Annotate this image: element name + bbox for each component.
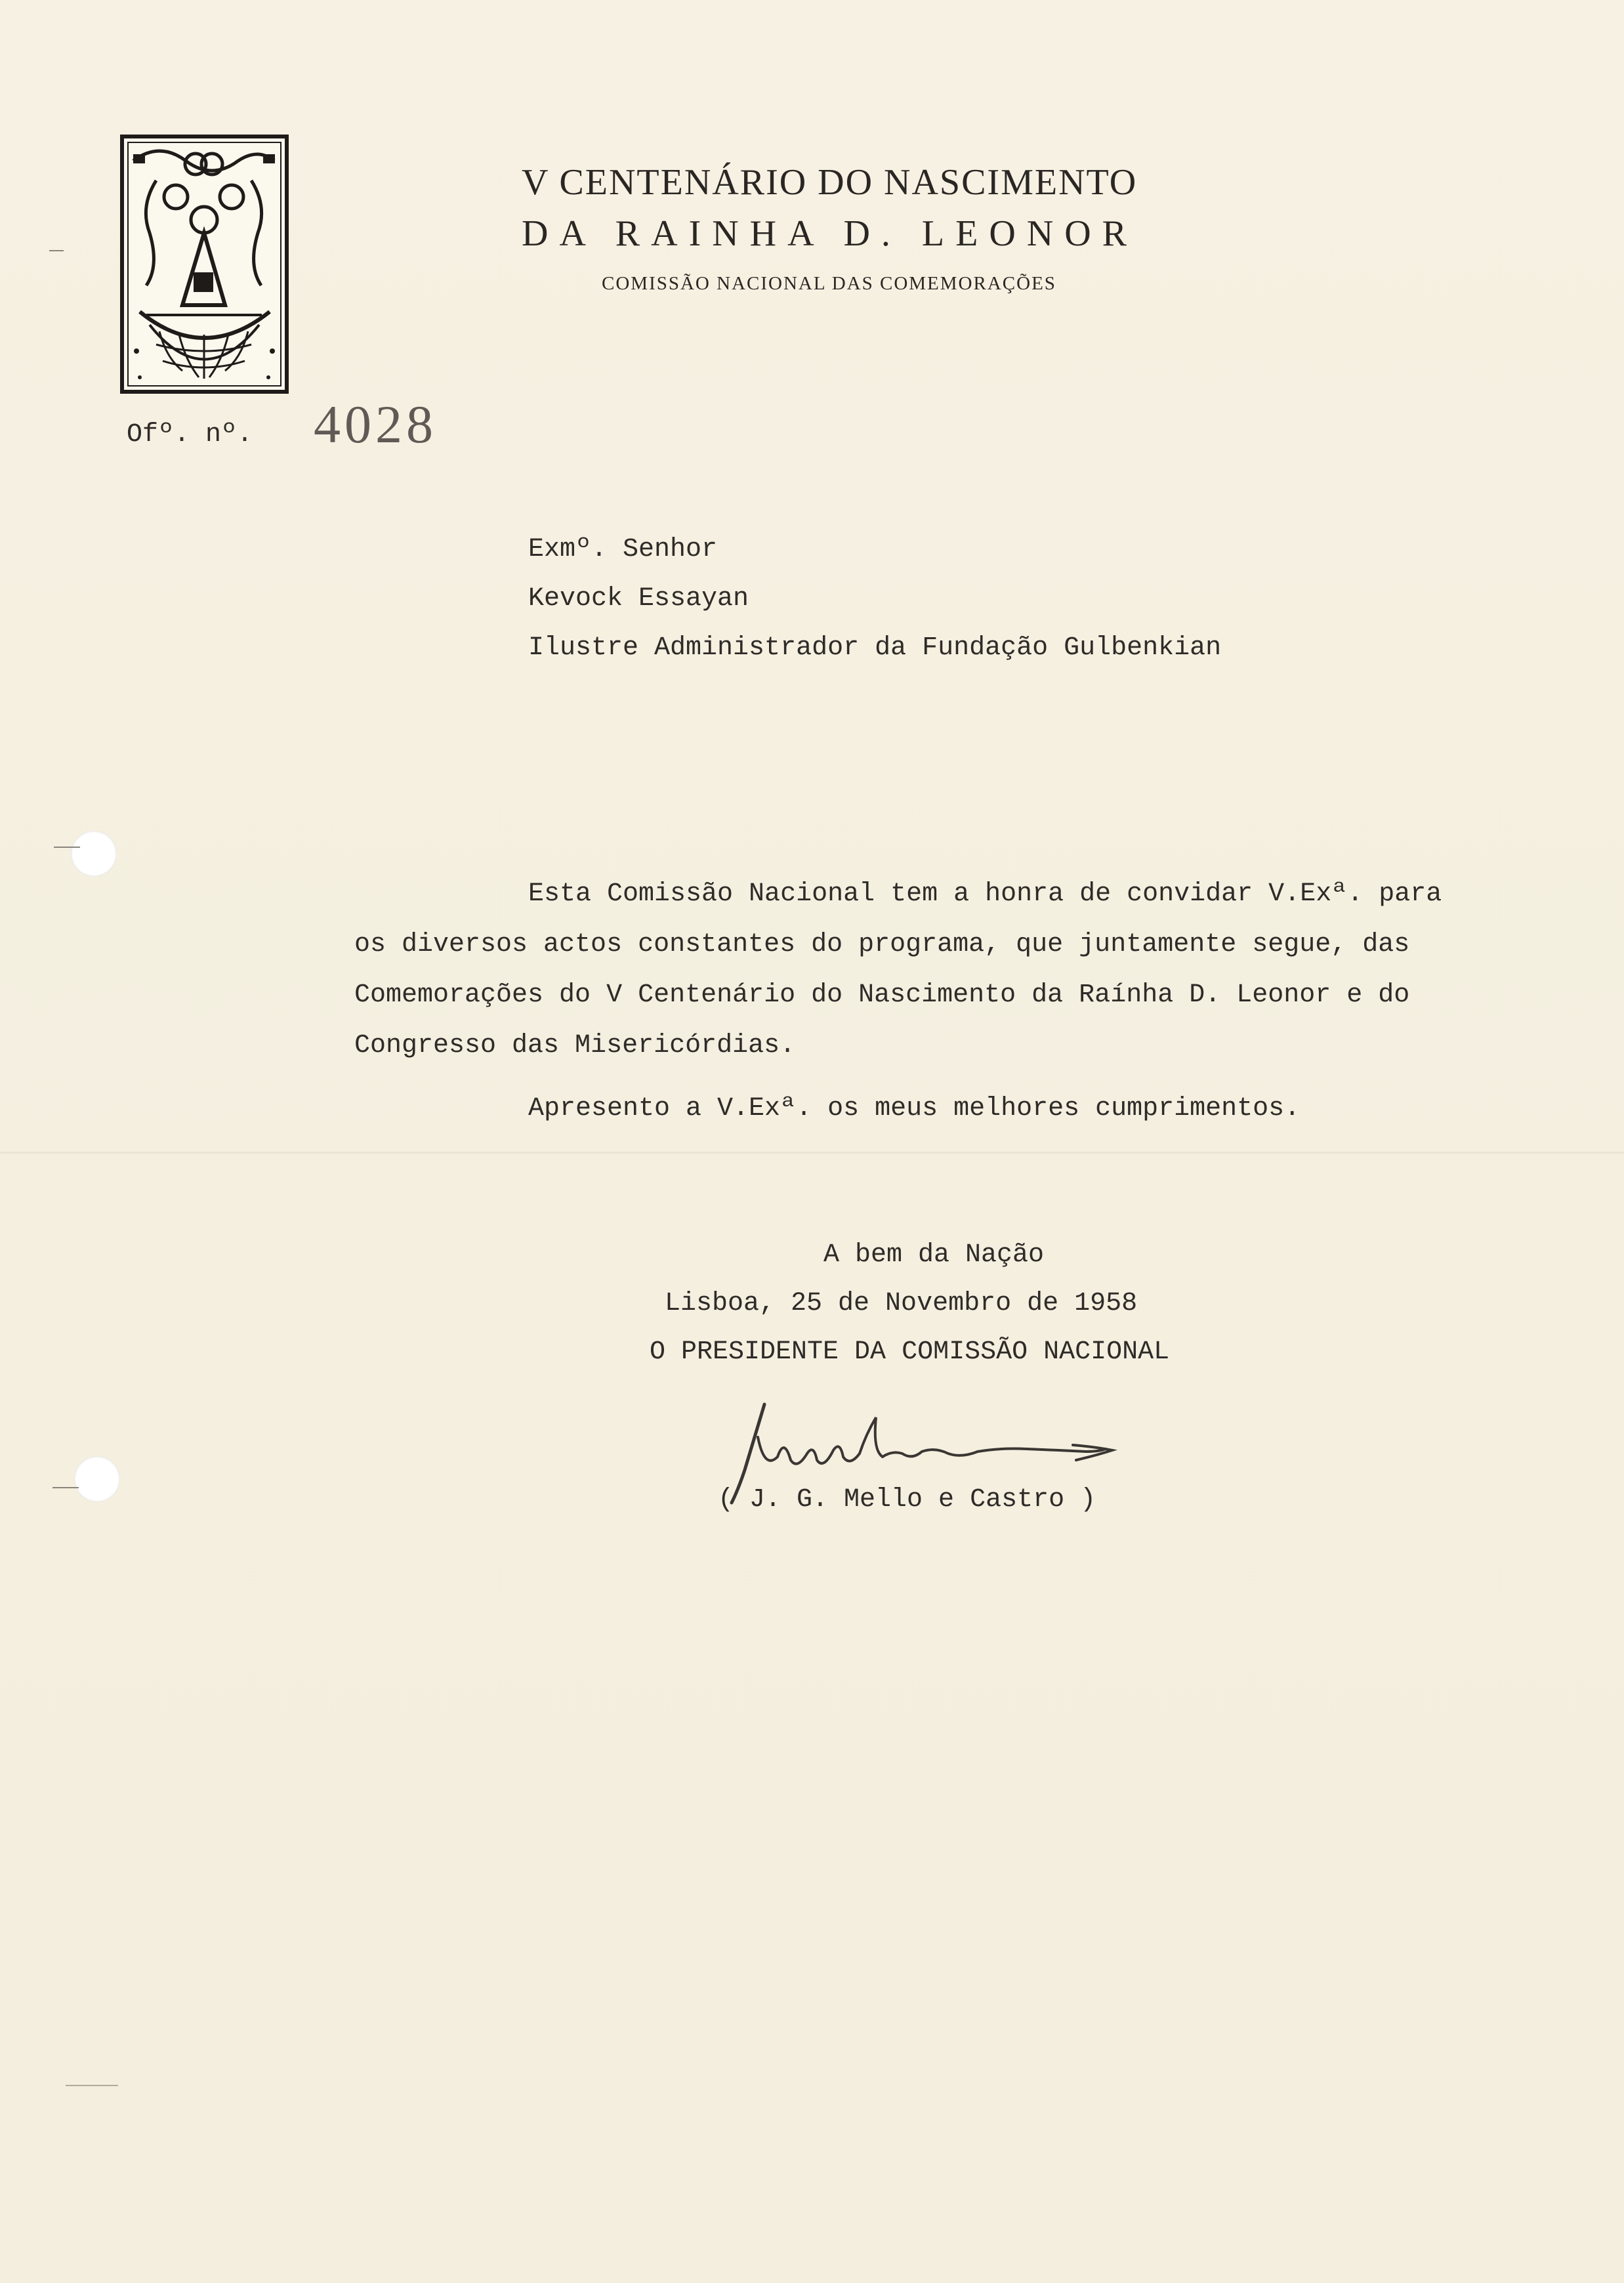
margin-mark [52,1487,79,1488]
motto: A bem da Nação [823,1240,1045,1270]
letterhead-line-3: COMISSÃO NACIONAL DAS COMEMORAÇÕES [602,273,1056,294]
signatory-role: O PRESIDENTE DA COMISSÃO NACIONAL [650,1337,1170,1367]
place-date: Lisboa, 25 de Novembro de 1958 [665,1289,1138,1318]
letterhead-line-1: V CENTENÁRIO DO NASCIMENTO [522,162,1138,203]
body-line-3: Comemorações do V Centenário do Nascimento da Raínha D. Leonor e do [354,980,1410,1010]
commission-emblem [120,135,289,394]
reference-number: 4028 [314,394,437,454]
paper-fold [0,1152,1624,1154]
punch-hole [74,1456,120,1502]
addressee-salutation: Exmº. Senhor [528,535,718,564]
body-line-2: os diversos actos constantes do programa, que juntamente segue, das [354,930,1410,959]
margin-mark [49,250,64,251]
margin-mark [66,2085,118,2086]
body-line-4: Congresso das Misericórdias. [354,1031,796,1060]
punch-hole [71,831,117,877]
margin-mark [54,847,80,848]
signatory-name: ( J. G. Mello e Castro ) [718,1485,1096,1515]
closing-line: Apresento a V.Exª. os meus melhores cumprimentos. [528,1094,1301,1123]
letterhead-line-2: DA RAINHA D. LEONOR [522,213,1138,254]
addressee-name: Kevock Essayan [528,584,749,614]
body-line-1: Esta Comissão Nacional tem a honra de convidar V.Exª. para [528,879,1442,909]
reference-label: Ofº. nº. [127,420,253,450]
addressee-title: Ilustre Administrador da Fundação Gulbenkian [528,633,1222,663]
